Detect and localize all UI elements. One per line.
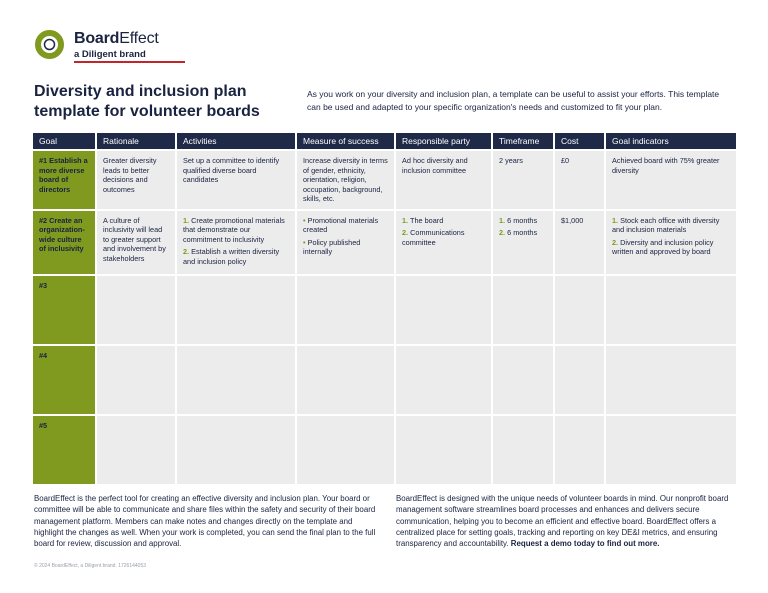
request-demo-link[interactable]: Request a demo today to find out more.: [510, 539, 660, 549]
copyright: © 2024 BoardEffect, a Diligent brand. 1726144053: [34, 563, 147, 569]
list-item: 2. Communications committee: [402, 228, 465, 247]
cell-party: [396, 274, 493, 344]
table-row: [33, 149, 736, 209]
cell-activities: [177, 414, 297, 484]
cell-rationale: Greater diversity leads to better decisions and outcomes: [97, 149, 177, 209]
list-item: 2. 6 months: [499, 228, 538, 237]
cell-party: [396, 344, 493, 414]
list-item: 1. 6 months: [499, 215, 538, 225]
cell-activities: Set up a committee to identify qualified diverse board candidates: [177, 149, 297, 209]
cell-measure: [297, 414, 396, 484]
cell-cost: [555, 414, 606, 484]
brand-underline: [74, 61, 185, 63]
cell-party: [396, 414, 493, 484]
cell-activities: [177, 344, 297, 414]
cell-cost: £0: [555, 149, 606, 209]
list-item: • Promotional materials created: [303, 215, 379, 234]
cell-cost: [555, 274, 606, 344]
cell-rationale: [97, 414, 177, 484]
column-header: Responsible party: [396, 133, 493, 149]
cell-timeframe: [493, 209, 555, 275]
footer-right-body: BoardEffect is designed with the unique needs of volunteer boards in mind. Our nonprofit board management software streamlines board processes and enhances and delivers secure communication, helping you to become an efficient and effective board. BoardEffect offers a centralized place for setting goals, tracking and reporting on key DE&I metrics, and ensuring transparency and accountability.: [396, 494, 729, 549]
cell-rationale: [97, 274, 177, 344]
cell-measure: [297, 344, 396, 414]
list-item: 1. Stock each office with diversity and inclusion materials: [612, 215, 720, 234]
cell-measure: Increase diversity in terms of gender, ethnicity, orientation, religion, occupation, background, skills, etc.: [297, 149, 396, 209]
cell-goal: #3: [33, 274, 97, 344]
column-header: Goal: [33, 133, 97, 149]
cell-indicators: [606, 209, 736, 275]
cell-activities: [177, 209, 297, 275]
list-item: 2. Establish a written diversity and inclusion policy: [183, 247, 280, 266]
cell-rationale: A culture of inclusivity will lead to greater support and involvement by stakeholders: [97, 209, 177, 275]
cell-timeframe: 2 years: [493, 149, 555, 209]
column-header: Timeframe: [493, 133, 555, 149]
brand-logo: [34, 27, 164, 67]
page-title: Diversity and inclusion plan template for volunteer boards: [34, 83, 260, 120]
column-header: Measure of success: [297, 133, 396, 149]
column-header: Goal indicators: [606, 133, 736, 149]
column-header: Cost: [555, 133, 606, 149]
table-row: [33, 274, 736, 344]
intro-text: As you work on your diversity and inclusion plan, a template can be useful to assist your efforts. This template can be used and adapted to your specific organization's needs and customized to fit your plan.: [307, 89, 720, 112]
plan-table: [33, 133, 736, 484]
table-header-row: [33, 133, 736, 149]
list-item: 1. The board: [402, 215, 444, 225]
cell-activities: [177, 274, 297, 344]
table-row: [33, 344, 736, 414]
cell-goal: #1 Establish a more diverse board of directors: [33, 149, 97, 209]
list-item: 2. Diversity and inclusion policy written and approved by board: [612, 237, 714, 256]
cell-indicators: Achieved board with 75% greater diversity: [606, 149, 736, 209]
cell-rationale: [97, 344, 177, 414]
list-item: 1. Create promotional materials that demonstrate our commitment to inclusivity: [183, 215, 285, 244]
cell-cost: [555, 344, 606, 414]
cell-goal: #4: [33, 344, 97, 414]
table-row: [33, 414, 736, 484]
footer-left-text: BoardEffect is the perfect tool for creating an effective diversity and inclusion plan. Your board or committee will be able to communicate and share files within the safety and security of their board management platform. Members can make notes and changes directly on the template and highlight the changes as well. When your work is completed, you can send the final plan to the full board for review, discussion and approval.: [34, 494, 376, 549]
brand-subtitle: a Diligent brand: [74, 49, 146, 60]
cell-measure: [297, 274, 396, 344]
footer-right-text: [396, 493, 736, 549]
cell-timeframe: [493, 414, 555, 484]
brand-name: BoardEffect: [74, 30, 159, 47]
cell-party: [396, 209, 493, 275]
cell-timeframe: [493, 344, 555, 414]
list-item: • Policy published internally: [303, 237, 361, 256]
column-header: Activities: [177, 133, 297, 149]
table-row: [33, 209, 736, 275]
cell-indicators: [606, 274, 736, 344]
cell-goal: #5: [33, 414, 97, 484]
cell-party: Ad hoc diversity and inclusion committee: [396, 149, 493, 209]
cell-goal: #2 Create an organization-wide culture of inclusivity: [33, 209, 97, 275]
cell-measure: [297, 209, 396, 275]
boardeffect-ring-icon: [34, 29, 65, 60]
cell-timeframe: [493, 274, 555, 344]
cell-indicators: [606, 344, 736, 414]
column-header: Rationale: [97, 133, 177, 149]
cell-cost: $1,000: [555, 209, 606, 275]
cell-indicators: [606, 414, 736, 484]
